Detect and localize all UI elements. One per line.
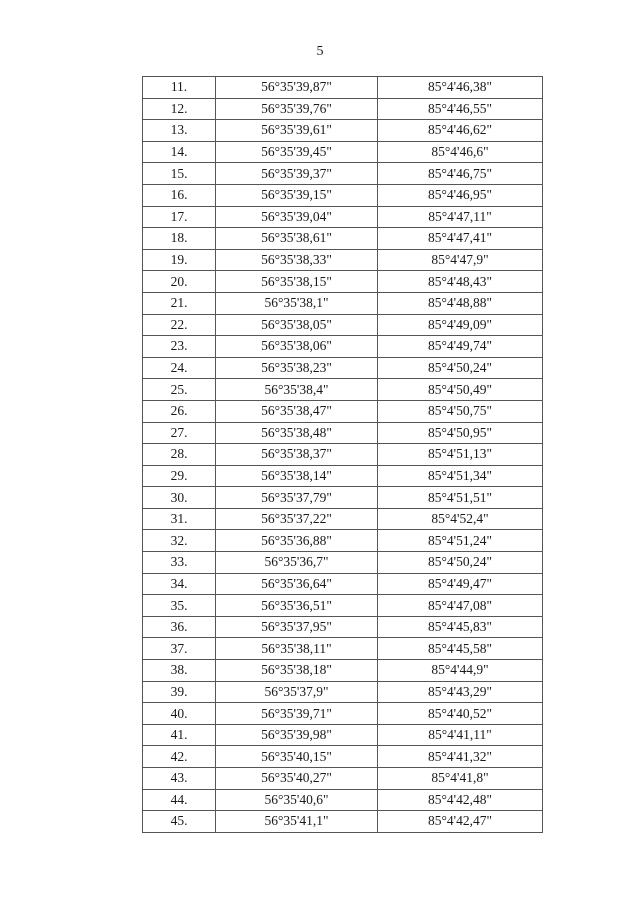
longitude-cell: 85°4'47,41" — [378, 228, 543, 250]
point-number-cell: 37. — [143, 638, 216, 660]
latitude-cell: 56°35'39,37" — [216, 163, 378, 185]
latitude-cell: 56°35'40,15" — [216, 746, 378, 768]
longitude-cell: 85°4'50,95" — [378, 422, 543, 444]
latitude-cell: 56°35'36,88" — [216, 530, 378, 552]
point-number-cell: 40. — [143, 703, 216, 725]
table-row — [143, 336, 543, 358]
point-number-cell: 13. — [143, 120, 216, 142]
point-number-cell: 42. — [143, 746, 216, 768]
latitude-cell: 56°35'38,11" — [216, 638, 378, 660]
longitude-cell: 85°4'46,95" — [378, 184, 543, 206]
latitude-cell: 56°35'38,05" — [216, 314, 378, 336]
point-number-cell: 12. — [143, 98, 216, 120]
latitude-cell: 56°35'37,22" — [216, 508, 378, 530]
longitude-cell: 85°4'40,52" — [378, 703, 543, 725]
table-row — [143, 249, 543, 271]
point-number-cell: 11. — [143, 77, 216, 99]
table-row — [143, 379, 543, 401]
table-row — [143, 530, 543, 552]
latitude-cell: 56°35'38,4" — [216, 379, 378, 401]
latitude-cell: 56°35'38,23" — [216, 357, 378, 379]
latitude-cell: 56°35'36,51" — [216, 595, 378, 617]
longitude-cell: 85°4'49,09" — [378, 314, 543, 336]
longitude-cell: 85°4'45,58" — [378, 638, 543, 660]
latitude-cell: 56°35'39,98" — [216, 724, 378, 746]
longitude-cell: 85°4'49,74" — [378, 336, 543, 358]
point-number-cell: 18. — [143, 228, 216, 250]
table-row — [143, 314, 543, 336]
latitude-cell: 56°35'39,45" — [216, 141, 378, 163]
longitude-cell: 85°4'51,34" — [378, 465, 543, 487]
longitude-cell: 85°4'47,11" — [378, 206, 543, 228]
longitude-cell: 85°4'42,47" — [378, 811, 543, 833]
table-row — [143, 163, 543, 185]
table-row — [143, 811, 543, 833]
point-number-cell: 39. — [143, 681, 216, 703]
table-row — [143, 357, 543, 379]
point-number-cell: 14. — [143, 141, 216, 163]
table-row — [143, 444, 543, 466]
point-number-cell: 23. — [143, 336, 216, 358]
longitude-cell: 85°4'51,24" — [378, 530, 543, 552]
longitude-cell: 85°4'41,8" — [378, 768, 543, 790]
longitude-cell: 85°4'43,29" — [378, 681, 543, 703]
latitude-cell: 56°35'37,9" — [216, 681, 378, 703]
table-row — [143, 228, 543, 250]
longitude-cell: 85°4'48,43" — [378, 271, 543, 293]
longitude-cell: 85°4'51,51" — [378, 487, 543, 509]
latitude-cell: 56°35'38,18" — [216, 660, 378, 682]
longitude-cell: 85°4'42,48" — [378, 789, 543, 811]
table-row — [143, 184, 543, 206]
point-number-cell: 41. — [143, 724, 216, 746]
latitude-cell: 56°35'40,27" — [216, 768, 378, 790]
point-number-cell: 25. — [143, 379, 216, 401]
latitude-cell: 56°35'38,37" — [216, 444, 378, 466]
table-row — [143, 768, 543, 790]
latitude-cell: 56°35'40,6" — [216, 789, 378, 811]
table-row — [143, 681, 543, 703]
point-number-cell: 24. — [143, 357, 216, 379]
table-row — [143, 292, 543, 314]
table-row — [143, 552, 543, 574]
point-number-cell: 34. — [143, 573, 216, 595]
longitude-cell: 85°4'48,88" — [378, 292, 543, 314]
point-number-cell: 44. — [143, 789, 216, 811]
longitude-cell: 85°4'44,9" — [378, 660, 543, 682]
table-row — [143, 508, 543, 530]
longitude-cell: 85°4'50,24" — [378, 552, 543, 574]
latitude-cell: 56°35'38,1" — [216, 292, 378, 314]
point-number-cell: 32. — [143, 530, 216, 552]
longitude-cell: 85°4'46,6" — [378, 141, 543, 163]
latitude-cell: 56°35'39,61" — [216, 120, 378, 142]
latitude-cell: 56°35'38,33" — [216, 249, 378, 271]
page-number: 5 — [316, 44, 324, 59]
latitude-cell: 56°35'37,79" — [216, 487, 378, 509]
latitude-cell: 56°35'38,06" — [216, 336, 378, 358]
point-number-cell: 22. — [143, 314, 216, 336]
point-number-cell: 16. — [143, 184, 216, 206]
point-number-cell: 30. — [143, 487, 216, 509]
point-number-cell: 19. — [143, 249, 216, 271]
longitude-cell: 85°4'46,55" — [378, 98, 543, 120]
latitude-cell: 56°35'39,15" — [216, 184, 378, 206]
table-row — [143, 660, 543, 682]
longitude-cell: 85°4'46,62" — [378, 120, 543, 142]
coordinates-table-body — [143, 77, 543, 833]
latitude-cell: 56°35'36,64" — [216, 573, 378, 595]
point-number-cell: 20. — [143, 271, 216, 293]
coordinates-table — [142, 76, 543, 833]
latitude-cell: 56°35'38,48" — [216, 422, 378, 444]
table-row — [143, 595, 543, 617]
table-row — [143, 271, 543, 293]
longitude-cell: 85°4'46,38" — [378, 77, 543, 99]
table-row — [143, 120, 543, 142]
latitude-cell: 56°35'39,87" — [216, 77, 378, 99]
point-number-cell: 43. — [143, 768, 216, 790]
latitude-cell: 56°35'39,71" — [216, 703, 378, 725]
point-number-cell: 29. — [143, 465, 216, 487]
latitude-cell: 56°35'39,04" — [216, 206, 378, 228]
longitude-cell: 85°4'50,75" — [378, 400, 543, 422]
table-row — [143, 465, 543, 487]
latitude-cell: 56°35'38,61" — [216, 228, 378, 250]
point-number-cell: 27. — [143, 422, 216, 444]
latitude-cell: 56°35'38,14" — [216, 465, 378, 487]
table-row — [143, 616, 543, 638]
point-number-cell: 33. — [143, 552, 216, 574]
longitude-cell: 85°4'46,75" — [378, 163, 543, 185]
latitude-cell: 56°35'37,95" — [216, 616, 378, 638]
longitude-cell: 85°4'51,13" — [378, 444, 543, 466]
table-row — [143, 206, 543, 228]
latitude-cell: 56°35'38,15" — [216, 271, 378, 293]
table-row — [143, 703, 543, 725]
latitude-cell: 56°35'36,7" — [216, 552, 378, 574]
point-number-cell: 31. — [143, 508, 216, 530]
longitude-cell: 85°4'41,32" — [378, 746, 543, 768]
table-row — [143, 789, 543, 811]
longitude-cell: 85°4'47,9" — [378, 249, 543, 271]
table-row — [143, 422, 543, 444]
table-row — [143, 98, 543, 120]
table-row — [143, 638, 543, 660]
point-number-cell: 26. — [143, 400, 216, 422]
longitude-cell: 85°4'52,4" — [378, 508, 543, 530]
point-number-cell: 21. — [143, 292, 216, 314]
latitude-cell: 56°35'41,1" — [216, 811, 378, 833]
longitude-cell: 85°4'47,08" — [378, 595, 543, 617]
point-number-cell: 36. — [143, 616, 216, 638]
point-number-cell: 17. — [143, 206, 216, 228]
table-row — [143, 573, 543, 595]
longitude-cell: 85°4'50,24" — [378, 357, 543, 379]
table-row — [143, 487, 543, 509]
table-row — [143, 77, 543, 99]
longitude-cell: 85°4'41,11" — [378, 724, 543, 746]
point-number-cell: 15. — [143, 163, 216, 185]
point-number-cell: 45. — [143, 811, 216, 833]
longitude-cell: 85°4'50,49" — [378, 379, 543, 401]
longitude-cell: 85°4'49,47" — [378, 573, 543, 595]
point-number-cell: 38. — [143, 660, 216, 682]
longitude-cell: 85°4'45,83" — [378, 616, 543, 638]
latitude-cell: 56°35'39,76" — [216, 98, 378, 120]
point-number-cell: 35. — [143, 595, 216, 617]
table-row — [143, 141, 543, 163]
latitude-cell: 56°35'38,47" — [216, 400, 378, 422]
point-number-cell: 28. — [143, 444, 216, 466]
table-row — [143, 746, 543, 768]
table-row — [143, 724, 543, 746]
table-row — [143, 400, 543, 422]
